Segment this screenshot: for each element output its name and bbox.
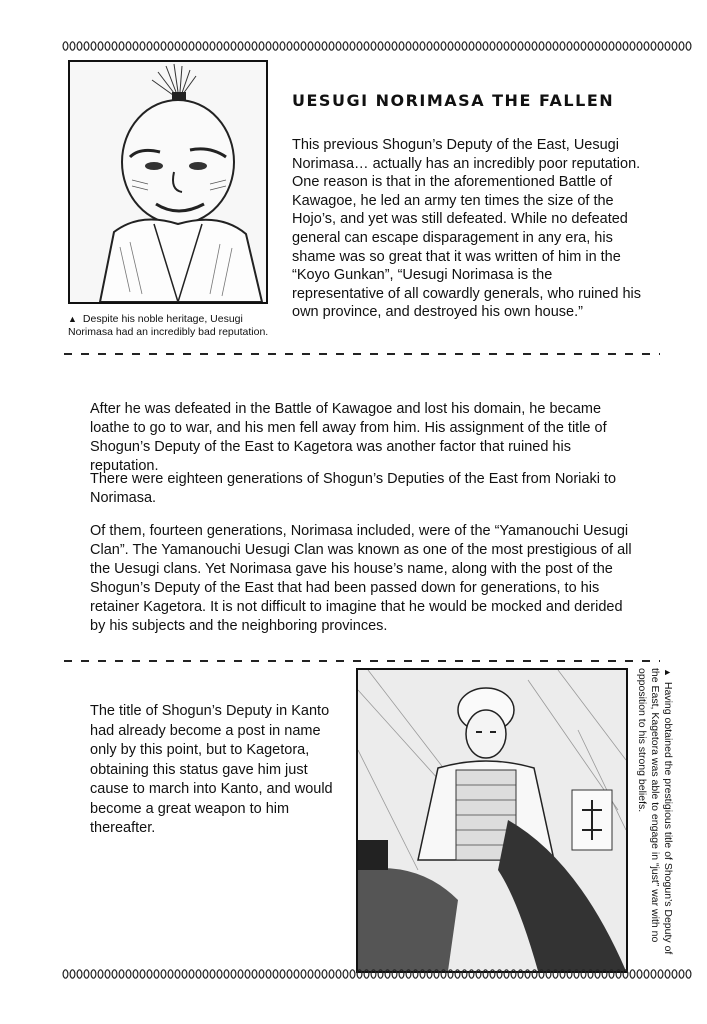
bottom-border-pattern bbox=[62, 968, 692, 980]
norimasa-drawing bbox=[70, 62, 266, 302]
caption-triangle-icon: ▲ bbox=[68, 314, 77, 324]
norimasa-portrait bbox=[68, 60, 268, 304]
main-paragraph: Of them, fourteen generations, Norimasa included, were of the “Yamanouchi Uesugi Clan”. The Yamanouchi Uesugi Clan was known as one of the most prestigious of all the Uesugi clans. Yet Norimasa gave his house’s name, along with the post of the Shogun’s Deputy of the East that had been passed down for generations, to his retainer Kagetora. It is not difficult to imagine that he would be mocked and derided by his subjects and the neighboring provinces. bbox=[90, 523, 632, 634]
dashed-divider bbox=[64, 352, 660, 356]
main-paragraph: There were eighteen generations of Shogun’s Deputies of the East from Noriaki to Norimasa. bbox=[90, 471, 617, 506]
top-border-pattern bbox=[62, 40, 692, 52]
caption-triangle-icon: ▲ bbox=[663, 668, 673, 677]
main-paragraph: After he was defeated in the Battle of Kawagoe and lost his domain, he became loathe to go to war, and his men fell away from him. His assignment of the title of Shogun’s Deputy of the East to Kagetora was another factor that ruined his reputation. bbox=[90, 401, 607, 474]
illustration-caption bbox=[626, 668, 674, 968]
kagetora-illustration bbox=[356, 668, 628, 973]
portrait-caption bbox=[68, 313, 278, 339]
dashed-divider bbox=[64, 659, 660, 663]
portrait-caption-text: Despite his noble heritage, Uesugi Norimasa had an incredibly bad reputation. bbox=[68, 313, 269, 338]
sidebar-title: UESUGI NORIMASA THE FALLEN bbox=[292, 91, 615, 110]
top-border bbox=[62, 40, 692, 52]
kanto-note: The title of Shogun’s Deputy in Kanto had already become a post in name only by this point, but to Kagetora, obtaining this status gave him just cause to march into Kanto, and would become a great weapon to him thereafter. bbox=[90, 703, 333, 836]
illustration-caption-text: Having obtained the prestigious title of Shogun’s Deputy of the East, Kagetora was able to engage in “just” war with no opposition to his strong beliefs. bbox=[636, 668, 674, 955]
kagetora-drawing bbox=[358, 670, 626, 971]
sidebar-body: This previous Shogun’s Deputy of the East, Uesugi Norimasa… actually has an incredibly poor reputation. One reason is that in the aforementioned Battle of Kawagoe, he led an army ten times the size of the Hojo’s, and yet was still defeated. While no defeated general can escape disparagement in any era, his shame was so great that it was written of him in the “Koyo Gunkan”, “Uesugi Norimasa is the representative of all cowardly generals, who ruined his own province, and destroyed his own house.” bbox=[292, 137, 641, 321]
bottom-border bbox=[62, 968, 692, 980]
